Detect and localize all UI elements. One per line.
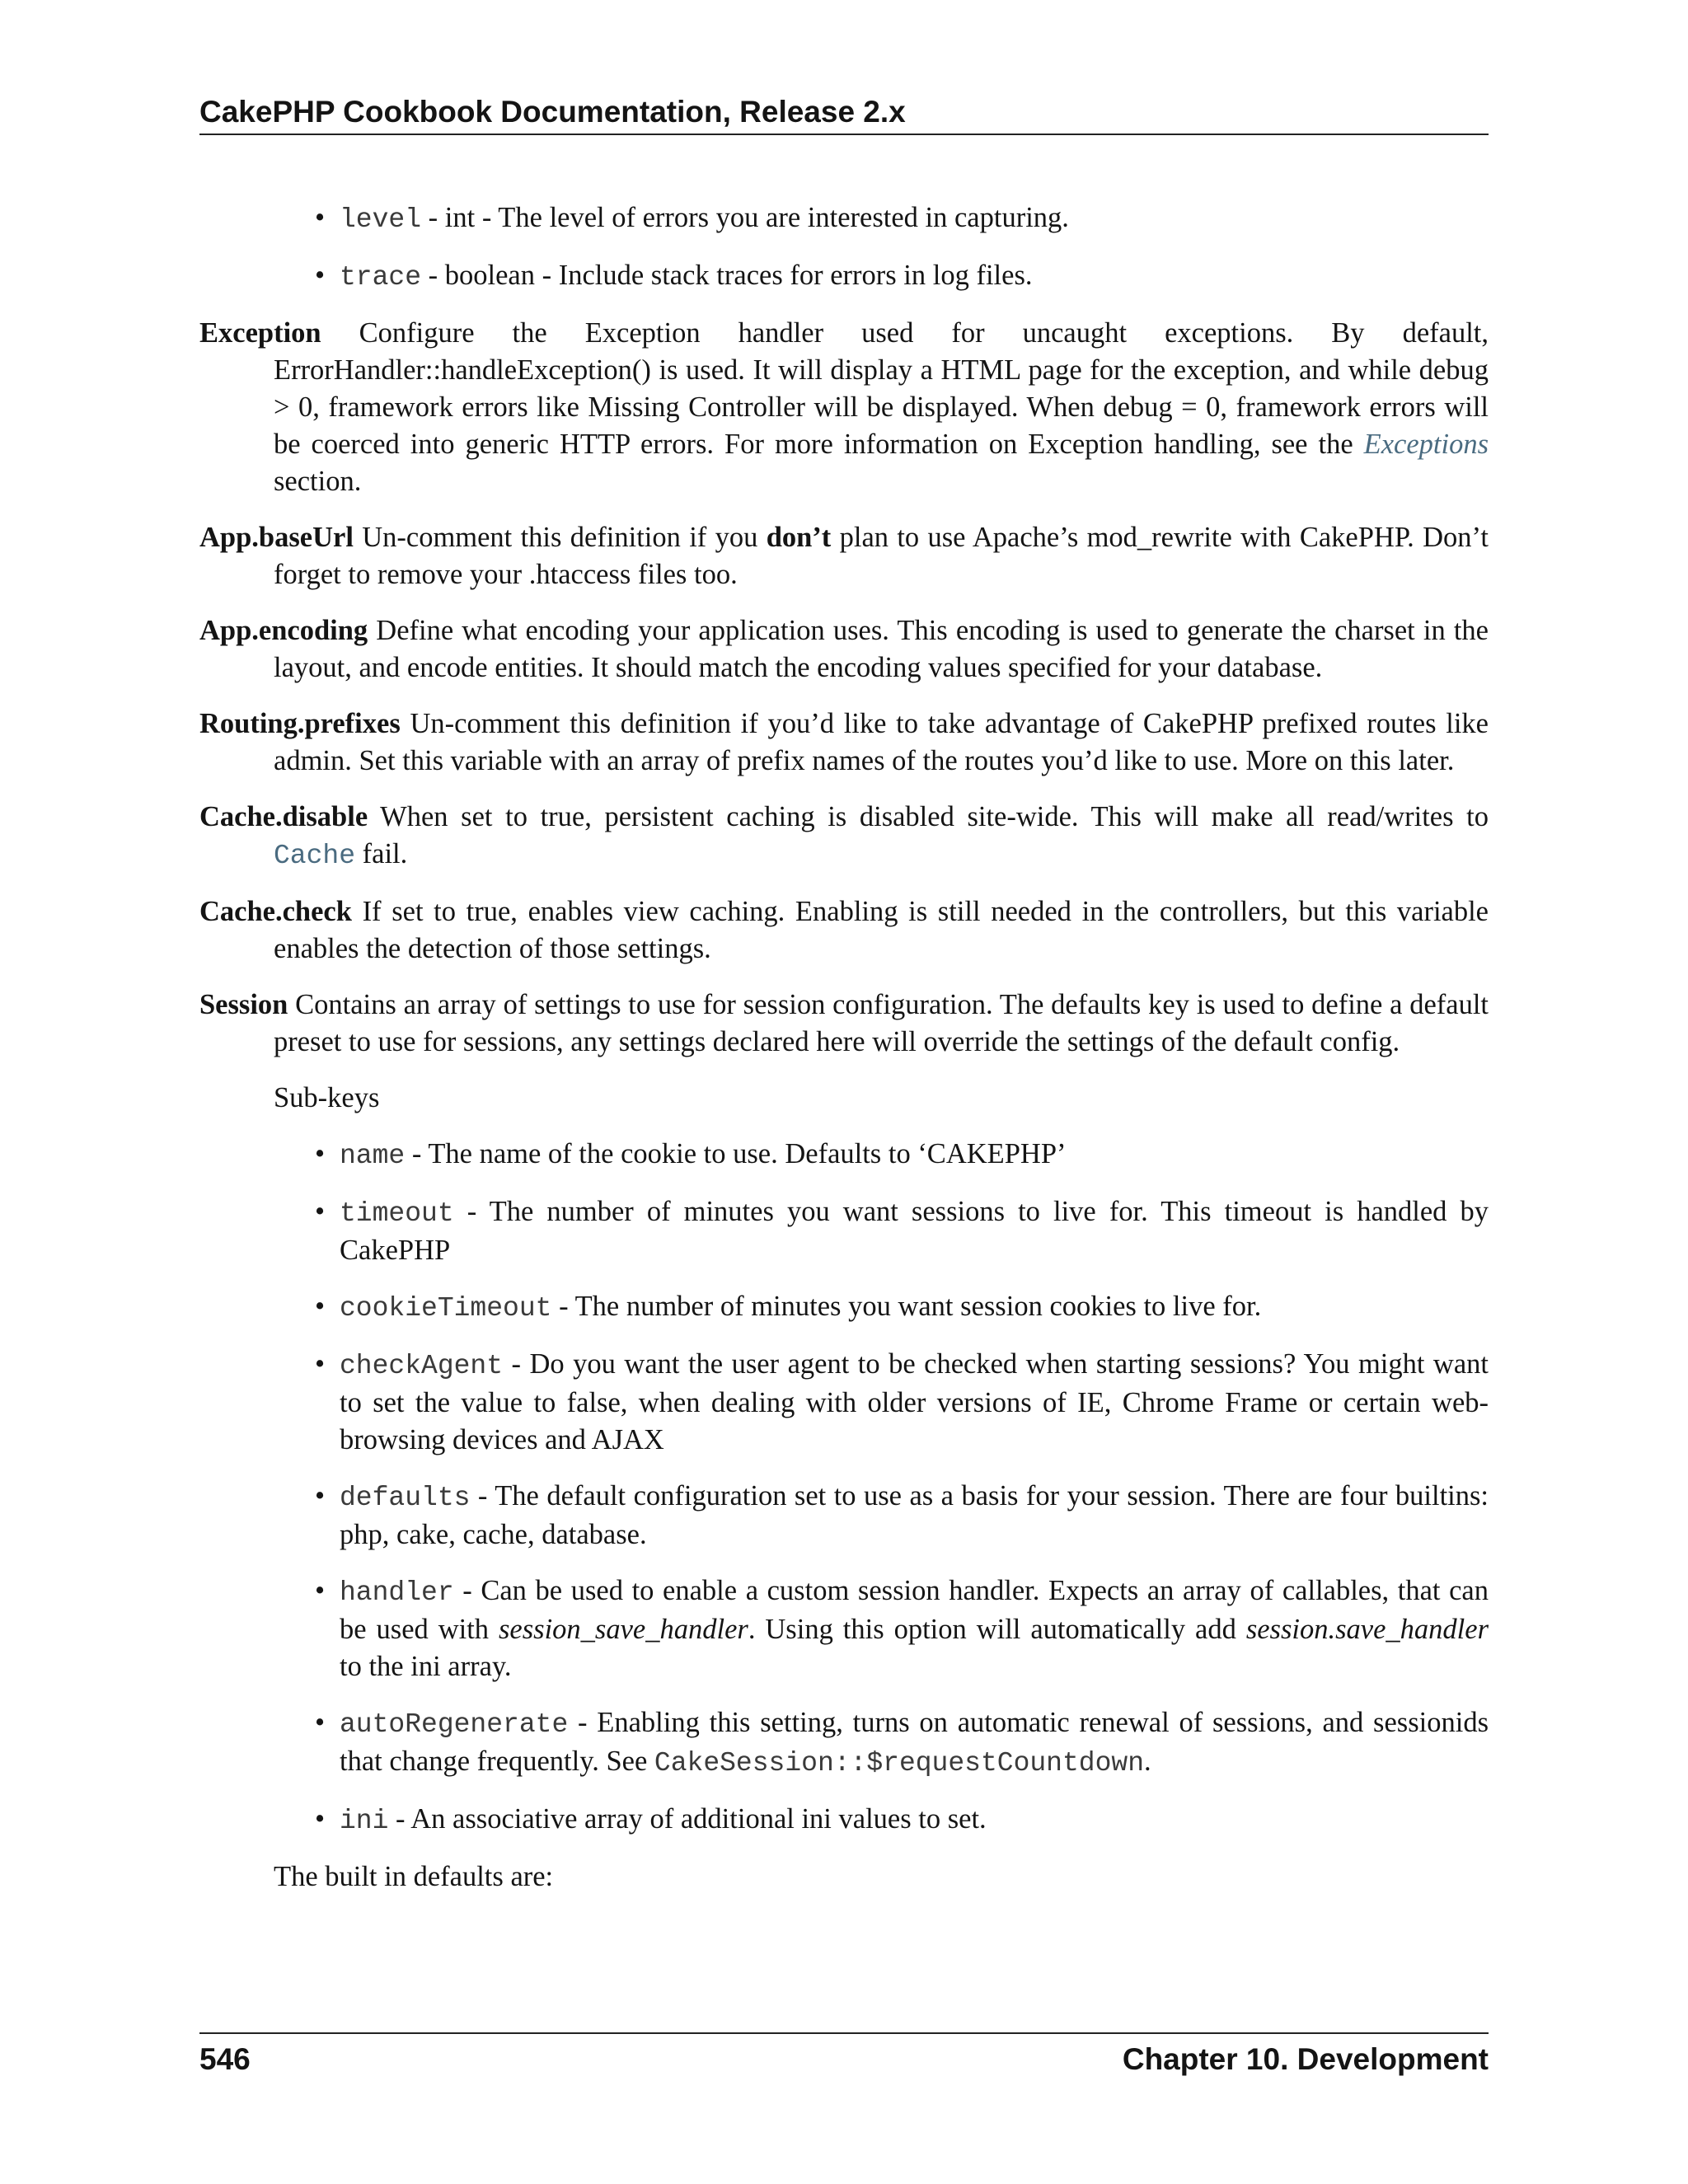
bullet-icon: • bbox=[315, 1707, 326, 1738]
chapter-title: Chapter 10. Development bbox=[1122, 2042, 1489, 2076]
bullet-icon: • bbox=[315, 1138, 326, 1169]
definition-text: Un-comment this definition if you bbox=[353, 522, 767, 553]
definition-text: Define what encoding your application uses. This encoding is used to generate the charset in the layout, and encode entities. It should match the encoding values specified for your database. bbox=[274, 615, 1489, 683]
item-text: . Using this option will automatically add bbox=[748, 1614, 1246, 1645]
item-text: - Enabling this setting, turns on automatic renewal of sessions, and sessionids that change frequently. See bbox=[340, 1707, 1489, 1777]
item-text: - int - The level of errors you are interested in capturing. bbox=[421, 202, 1069, 233]
term-app-baseurl: App.baseUrl bbox=[199, 522, 354, 553]
entry-app-baseurl bbox=[199, 519, 1489, 593]
page-content bbox=[199, 199, 1489, 1915]
bullet-icon: • bbox=[315, 1291, 326, 1322]
list-item bbox=[315, 257, 1489, 296]
bullet-icon: • bbox=[315, 202, 326, 233]
list-item bbox=[315, 1136, 1489, 1174]
code-literal: trace bbox=[340, 262, 422, 293]
list-item bbox=[315, 1704, 1489, 1782]
bullet-icon: • bbox=[315, 1575, 326, 1606]
subkeys-label: Sub-keys bbox=[274, 1082, 380, 1113]
list-item bbox=[315, 1478, 1489, 1554]
config-definitions bbox=[199, 315, 1489, 1061]
item-text: - Can be used to enable a custom session handler. Expects an array of callables, that can be used with bbox=[340, 1575, 1489, 1645]
entry-cache-disable bbox=[199, 799, 1489, 874]
entry-exception bbox=[199, 315, 1489, 500]
definition-text: When set to true, persistent caching is disabled site-wide. This will make all read/writes to bbox=[368, 801, 1489, 832]
code-literal: timeout bbox=[340, 1198, 454, 1229]
exceptions-link[interactable]: Exceptions bbox=[1363, 429, 1489, 460]
cache-link[interactable]: Cache bbox=[274, 841, 356, 871]
header-title: CakePHP Cookbook Documentation, Release 2.x bbox=[199, 95, 906, 129]
definition-text: Configure the Exception handler used for uncaught exceptions. By default, ErrorHandler::handleException() is used. It will display a HTML page for the exception, and while debug > 0, framework errors like Missing Controller will be displayed. When debug = 0, framework errors will be coerced into generic HTTP errors. For more information on Exception handling, see the bbox=[274, 317, 1489, 460]
list-item bbox=[315, 1288, 1489, 1327]
bullet-icon: • bbox=[315, 1480, 326, 1511]
entry-session bbox=[199, 987, 1489, 1061]
definition-text: Contains an array of settings to use for session configuration. The defaults key is used to define a default preset to use for sessions, any settings declared here will override the settings of the default config. bbox=[274, 989, 1489, 1057]
item-text: - An associative array of additional ini values to set. bbox=[388, 1803, 987, 1835]
item-text: - The number of minutes you want session cookies to live for. bbox=[551, 1291, 1262, 1322]
item-text: - boolean - Include stack traces for errors in log files. bbox=[421, 260, 1033, 291]
code-literal: cookieTimeout bbox=[340, 1293, 552, 1324]
page-header bbox=[199, 92, 1489, 135]
builtin-defaults-label: The built in defaults are: bbox=[274, 1861, 554, 1892]
code-literal: defaults bbox=[340, 1483, 471, 1513]
definition-text-end: plan to use Apache’s mod_rewrite with CakePHP. Don’t forget to remove your .htaccess files too. bbox=[274, 522, 1489, 590]
error-subkeys-list bbox=[199, 199, 1489, 296]
list-item bbox=[315, 1801, 1489, 1840]
item-text: - The name of the cookie to use. Defaults to ‘CAKEPHP’ bbox=[405, 1138, 1067, 1169]
item-text: - The number of minutes you want sessions to live for. This timeout is handled by CakePHP bbox=[340, 1196, 1489, 1266]
list-item bbox=[315, 199, 1489, 238]
item-emphasis: session_save_handler bbox=[499, 1614, 748, 1645]
code-literal: autoRegenerate bbox=[340, 1709, 569, 1740]
term-exception: Exception bbox=[199, 317, 321, 349]
term-app-encoding: App.encoding bbox=[199, 615, 368, 646]
bullet-icon: • bbox=[315, 1803, 326, 1835]
code-literal: level bbox=[340, 204, 422, 235]
term-session: Session bbox=[199, 989, 288, 1020]
definition-text-end: fail. bbox=[355, 838, 408, 869]
bullet-icon: • bbox=[315, 260, 326, 291]
term-cache-disable: Cache.disable bbox=[199, 801, 368, 832]
item-text: - The default configuration set to use as a basis for your session. There are four builtins: php, cake, cache, database. bbox=[340, 1480, 1489, 1550]
session-subkeys-list bbox=[199, 1136, 1489, 1840]
list-item bbox=[315, 1346, 1489, 1459]
item-emphasis: session.save_handler bbox=[1245, 1614, 1489, 1645]
definition-text-end: section. bbox=[274, 466, 362, 497]
term-routing-prefixes: Routing.prefixes bbox=[199, 708, 401, 739]
code-literal: checkAgent bbox=[340, 1351, 504, 1381]
item-text: . bbox=[1144, 1746, 1151, 1777]
list-item bbox=[315, 1193, 1489, 1269]
page-footer bbox=[199, 2032, 1489, 2079]
item-text: to the ini array. bbox=[340, 1651, 512, 1682]
bullet-icon: • bbox=[315, 1196, 326, 1227]
definition-emphasis: don’t bbox=[766, 522, 832, 553]
code-literal: CakeSession::$requestCountdown bbox=[654, 1748, 1145, 1779]
code-literal: ini bbox=[340, 1806, 389, 1836]
list-item bbox=[315, 1572, 1489, 1685]
page-number: 546 bbox=[199, 2042, 251, 2076]
code-literal: handler bbox=[340, 1577, 454, 1608]
document-page bbox=[199, 0, 1489, 2184]
definition-text: Un-comment this definition if you’d like to take advantage of CakePHP prefixed routes like admin. Set this variable with an array of prefix names of the routes you’d like to use. More on this later. bbox=[274, 708, 1489, 776]
item-text: - Do you want the user agent to be checked when starting sessions? You might want to set the value to false, when dealing with older versions of IE, Chrome Frame or certain web-browsing devices and AJAX bbox=[340, 1348, 1489, 1455]
entry-cache-check bbox=[199, 893, 1489, 968]
bullet-icon: • bbox=[315, 1348, 326, 1380]
entry-app-encoding bbox=[199, 612, 1489, 687]
code-literal: name bbox=[340, 1141, 406, 1171]
term-cache-check: Cache.check bbox=[199, 896, 352, 927]
definition-text: If set to true, enables view caching. Enabling is still needed in the controllers, but this variable enables the detection of those settings. bbox=[274, 896, 1489, 964]
entry-routing-prefixes bbox=[199, 705, 1489, 780]
